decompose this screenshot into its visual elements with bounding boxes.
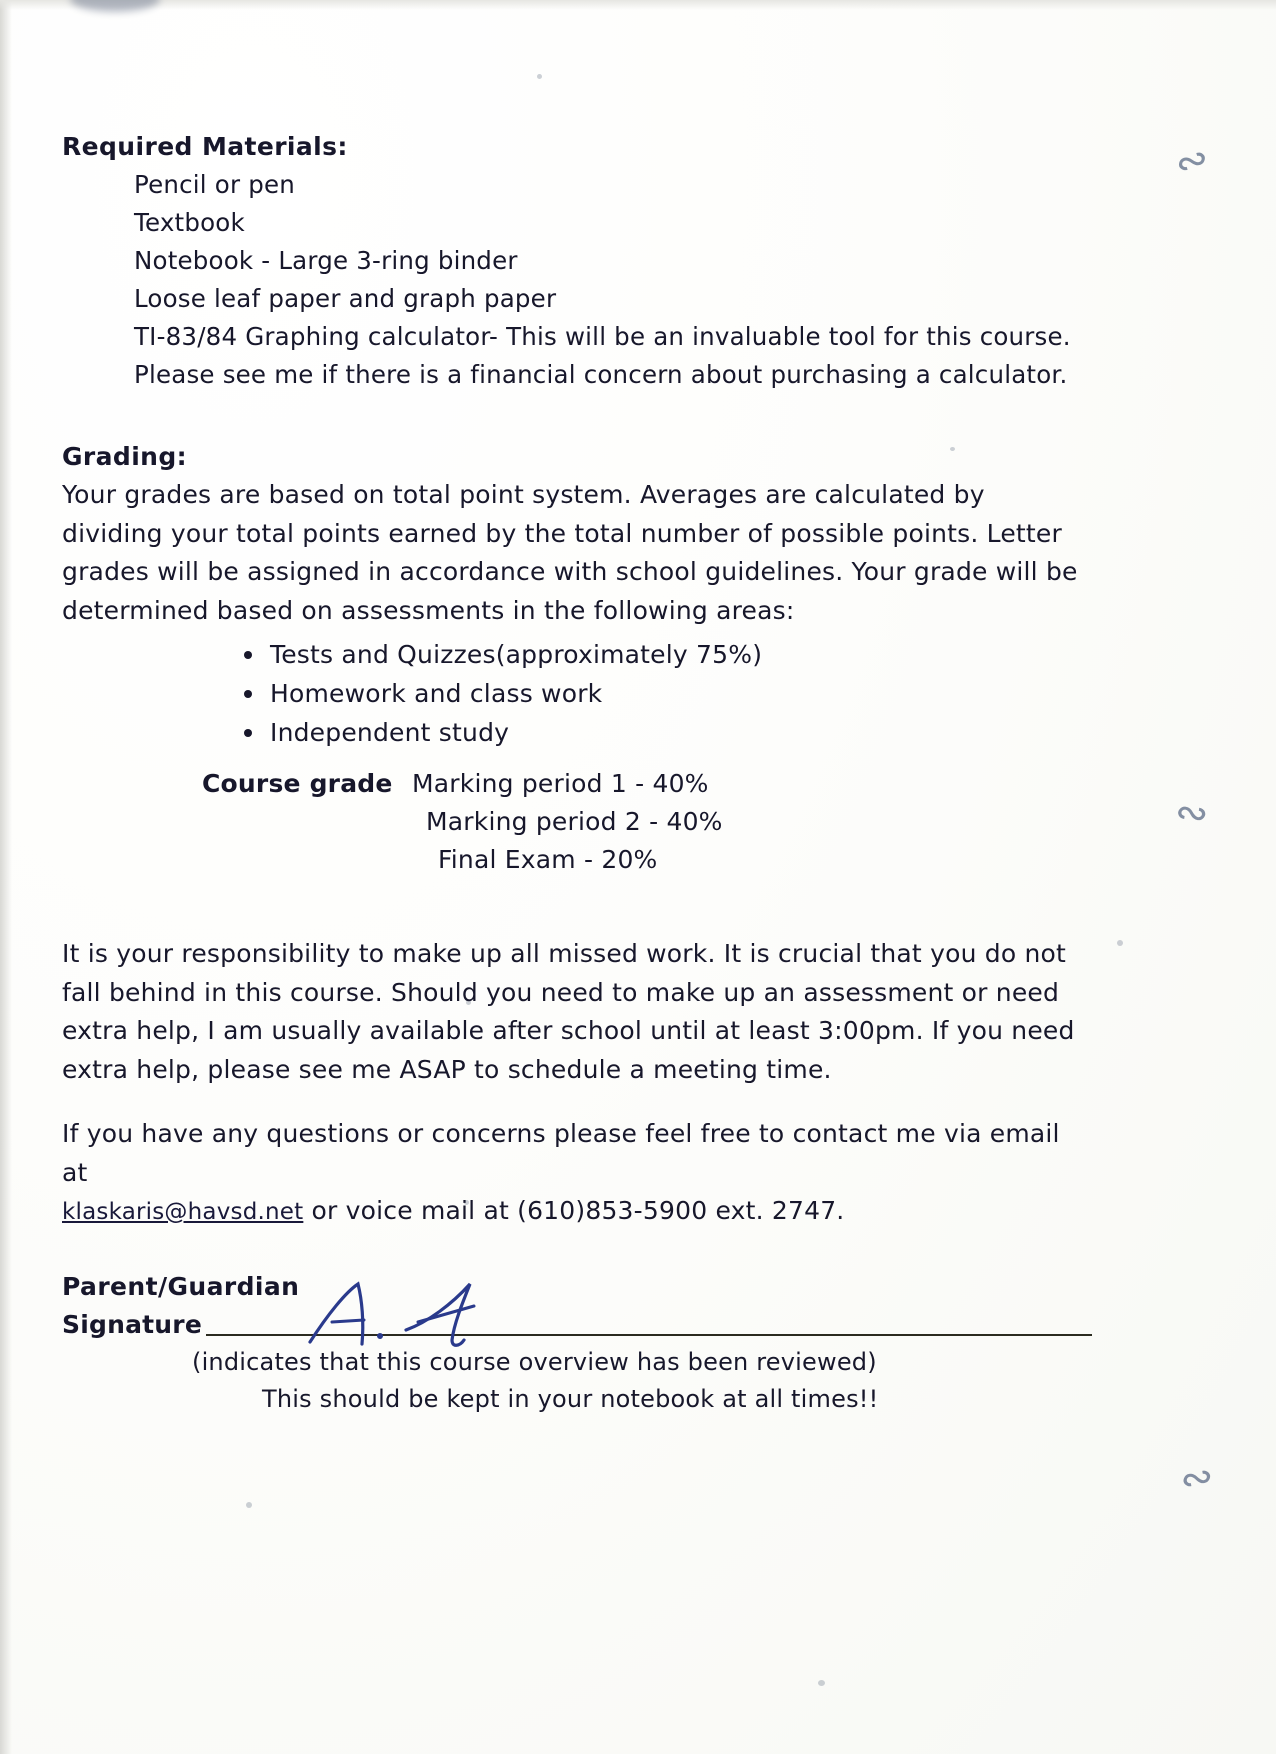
list-item: Independent study bbox=[270, 714, 1092, 751]
signature-label-line-2: Signature bbox=[62, 1309, 202, 1339]
signature-line-row bbox=[62, 1306, 1092, 1344]
course-grade-item: Marking period 1 - 40% bbox=[412, 769, 709, 798]
contact-line-2 bbox=[62, 1192, 1092, 1232]
scan-corner-smudge bbox=[70, 0, 160, 12]
section-required-materials bbox=[62, 128, 1092, 394]
grading-heading: Grading: bbox=[62, 442, 188, 471]
course-grade-block bbox=[62, 765, 1092, 879]
scan-speck bbox=[1117, 940, 1123, 946]
spacer bbox=[62, 1089, 1092, 1115]
scan-speck bbox=[246, 1502, 252, 1508]
email-link[interactable]: klaskaris@havsd.net bbox=[62, 1199, 304, 1225]
spacer bbox=[62, 883, 1092, 923]
required-materials-item: TI-83/84 Graphing calculator- This will be an invaluable tool for this course. bbox=[134, 322, 1071, 351]
section-contact bbox=[62, 1115, 1092, 1232]
list-item: Homework and class work bbox=[270, 675, 1092, 712]
required-materials-item: Please see me if there is a financial concern about purchasing a calculator. bbox=[134, 360, 1068, 389]
required-materials-item: Pencil or pen bbox=[134, 170, 295, 199]
signature-note-1: (indicates that this course overview has been reviewed) bbox=[192, 1347, 877, 1376]
stray-mark-bottom-right: ∾ bbox=[1176, 1452, 1218, 1504]
required-materials-item: Textbook bbox=[134, 208, 245, 237]
responsibility-paragraph: It is your responsibility to make up all missed work. It is crucial that you do not fall behind in this course. Should you need to make up an assessment or need extra help, I am usually available after school until at least 3:00pm. If you need extra help, please see me ASAP to schedule a meeting time. bbox=[62, 939, 1075, 1084]
scan-edge-top bbox=[0, 0, 1276, 10]
course-grade-item: Final Exam - 20% bbox=[438, 845, 658, 874]
list-item: Tests and Quizzes(approximately 75%) bbox=[270, 636, 1092, 673]
grading-paragraph: Your grades are based on total point system. Averages are calculated by dividing your total points earned by the total number of possible points. Letter grades will be assigned in accordance with school guidelines. Your grade will be determined based on assessments in the following areas: bbox=[62, 480, 1078, 625]
signature-note-2: This should be kept in your notebook at all times!! bbox=[262, 1384, 879, 1413]
spacer bbox=[62, 1236, 1092, 1262]
grading-bullet-list bbox=[62, 636, 1092, 751]
required-materials-heading: Required Materials: bbox=[62, 132, 348, 161]
scan-speck bbox=[818, 1680, 825, 1686]
stray-mark-top-right: ∾ bbox=[1168, 133, 1215, 189]
stray-mark-middle-right: ∾ bbox=[1171, 787, 1212, 839]
course-grade-items bbox=[412, 765, 723, 879]
voice-mail-text: or voice mail at (610)853-5900 ext. 2747. bbox=[311, 1196, 845, 1225]
spacer bbox=[62, 923, 1092, 935]
course-grade-item: Marking period 2 - 40% bbox=[426, 807, 723, 836]
required-materials-item: Notebook - Large 3-ring binder bbox=[134, 246, 518, 275]
scan-edge-left bbox=[0, 0, 12, 1754]
course-grade-label: Course grade bbox=[202, 769, 393, 798]
document-body bbox=[62, 128, 1092, 1418]
contact-line-1: If you have any questions or concerns please feel free to contact me via email at bbox=[62, 1119, 1060, 1187]
scan-speck bbox=[537, 74, 542, 79]
signature-label-line-1: Parent/Guardian bbox=[62, 1271, 300, 1301]
signature-rule[interactable] bbox=[206, 1334, 1092, 1336]
section-grading bbox=[62, 438, 1092, 879]
section-signature bbox=[62, 1268, 1092, 1418]
required-materials-item: Loose leaf paper and graph paper bbox=[134, 284, 557, 313]
spacer bbox=[62, 398, 1092, 438]
